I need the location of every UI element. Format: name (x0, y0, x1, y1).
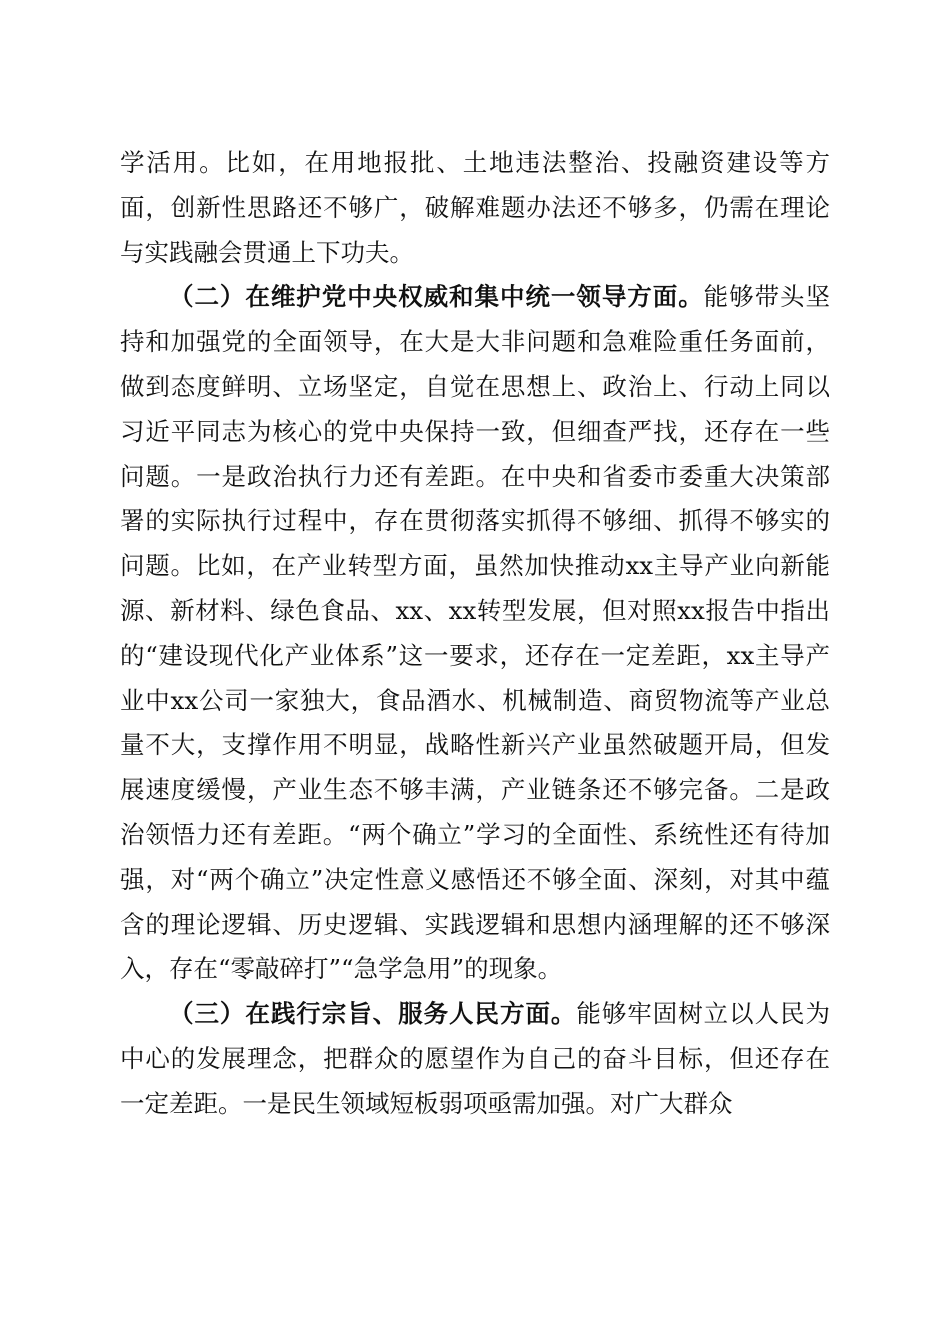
document-body (120, 141, 830, 1127)
paragraph-3-text: 能够牢固树立以人民为中心的发展理念，把群众的愿望作为自己的奋斗目标，但还存在一定差距。一是民生领域短板弱项亟需加强。对广大群众 (120, 999, 830, 1118)
paragraph-2 (120, 275, 830, 992)
paragraph-3 (120, 992, 830, 1126)
paragraph-3-heading: （三）在践行宗旨、服务人民方面。 (169, 999, 577, 1029)
paragraph-1-text: 学活用。比如，在用地报批、土地违法整治、投融资建设等方面，创新性思路还不够广，破解难题办法还不够多，仍需在理论与实践融会贯通上下功夫。 (120, 148, 830, 267)
paragraph-2-heading: （二）在维护党中央权威和集中统一领导方面。 (169, 282, 704, 312)
paragraph-2-text: 能够带头坚持和加强党的全面领导，在大是大非问题和急难险重任务面前，做到态度鲜明、立场坚定，自觉在思想上、政治上、行动上同以习近平同志为核心的党中央保持一致，但细查严找，还存在一些问题。一是政治执行力还有差距。在中央和省委市委重大决策部署的实际执行过程中，存在贯彻落实抓得不够细、抓得不够实的问题。比如，在产业转型方面，虽然加快推动xx主导产业向新能源、新材料、绿色食品、xx、xx转型发展，但对照xx报告中指出的“建设现代化产业体系”这一要求，还存在一定差距，xx主导产业中xx公司一家独大，食品酒水、机械制造、商贸物流等产业总量不大，支撑作用不明显，战略性新兴产业虽然破题开局，但发展速度缓慢，产业生态不够丰满，产业链条还不够完备。二是政治领悟力还有差距。“两个确立”学习的全面性、系统性还有待加强，对“两个确立”决定性意义感悟还不够全面、深刻，对其中蕴含的理论逻辑、历史逻辑、实践逻辑和思想内涵理解的还不够深入，存在“零敲碎打”“急学急用”的现象。 (120, 282, 831, 984)
paragraph-1 (120, 141, 830, 275)
